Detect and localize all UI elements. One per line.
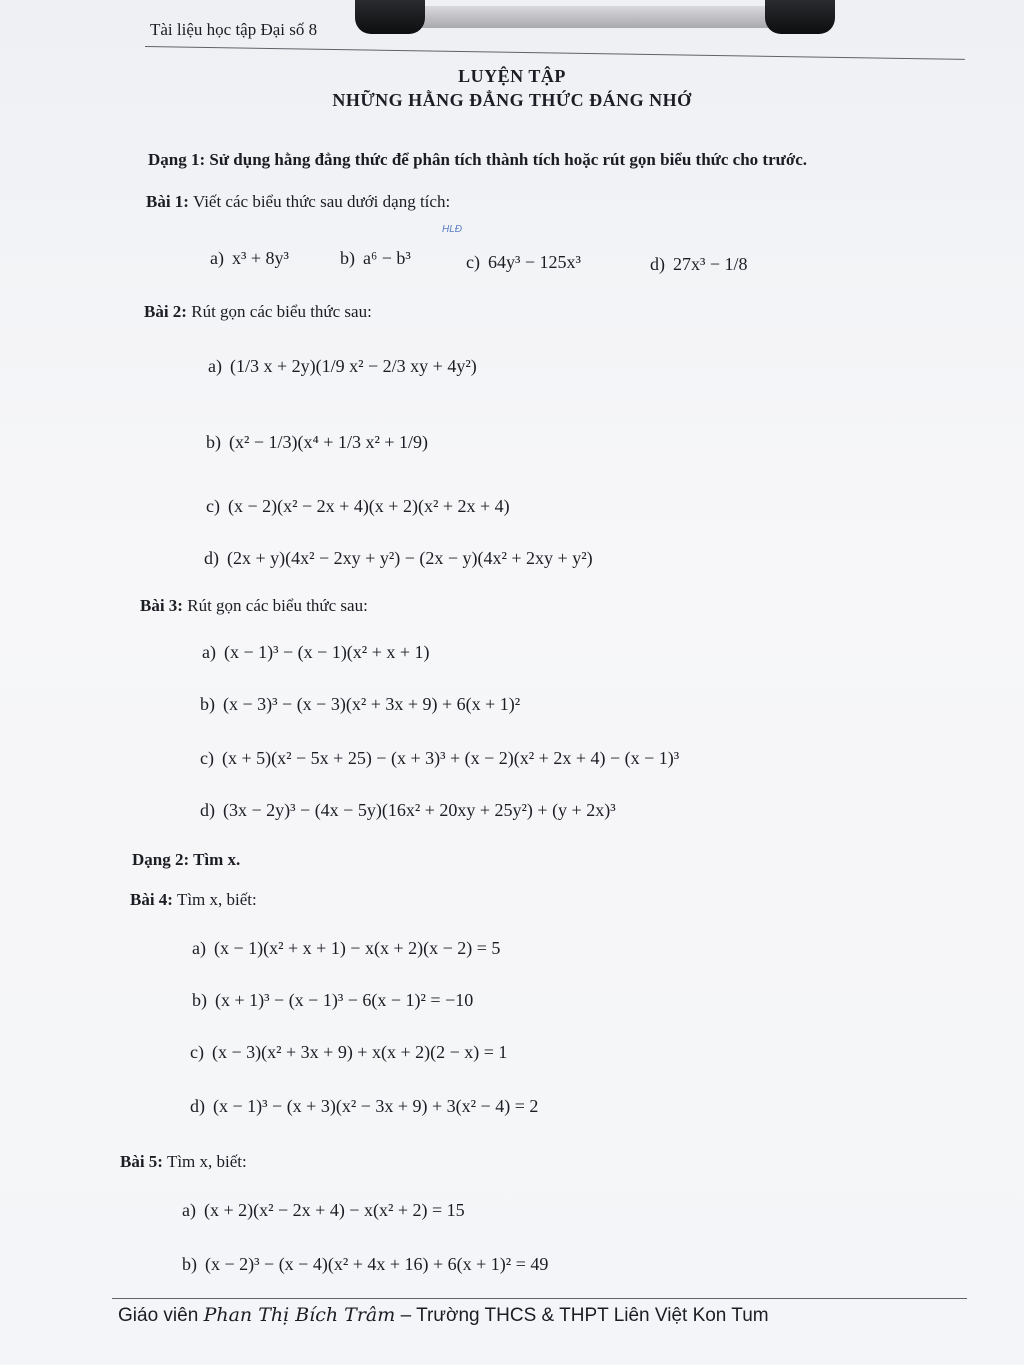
item-label: b) — [206, 432, 221, 452]
header-rule — [145, 46, 965, 60]
item-label: d) — [190, 1096, 205, 1116]
bai-4-text: Tìm x, biết: — [176, 890, 257, 909]
item-label: b) — [192, 990, 207, 1010]
item-label: a) — [182, 1200, 196, 1220]
item-expr: 27x³ − 1/8 — [673, 254, 748, 274]
footer — [118, 1304, 769, 1327]
bai-4-item-b — [192, 990, 473, 1011]
item-expr: (x − 1)³ − (x − 1)(x² + x + 1) — [223, 642, 430, 662]
item-expr: (2x + y)(4x² − 2xy + y²) − (2x − y)(4x² + 2xy + y²) — [227, 548, 593, 568]
item-label: d) — [200, 800, 215, 820]
bai-3-item-d — [200, 800, 616, 821]
bai-2-item-c — [206, 496, 510, 517]
item-expr: (3x − 2y)³ − (4x − 5y)(16x² + 20xy + 25y²) + (y + 2x)³ — [223, 800, 616, 820]
bai-5-label: Bài 5: — [120, 1152, 163, 1171]
item-label: d) — [650, 254, 665, 274]
clip-knob-right — [765, 0, 835, 34]
item-expr: (x + 5)(x² − 5x + 25) − (x + 3)³ + (x − 2)(x² + 2x + 4) − (x − 1)³ — [221, 748, 680, 768]
bai-5-item-a — [182, 1200, 465, 1221]
footer-school: – Trường THCS & THPT Liên Việt Kon Tum — [400, 1305, 769, 1326]
bai-3-heading — [140, 596, 368, 616]
bai-2-heading — [144, 302, 372, 322]
footer-prefix: Giáo viên — [118, 1305, 199, 1326]
item-label: a) — [208, 356, 222, 376]
bai-3-item-a — [202, 642, 430, 663]
bai-1-item-b — [340, 248, 411, 269]
item-expr: (1/3 x + 2y)(1/9 x² − 2/3 xy + 4y²) — [229, 356, 477, 376]
item-expr: (x − 2)³ − (x − 4)(x² + 4x + 16) + 6(x + 1)² = 49 — [205, 1254, 549, 1274]
item-expr: a⁶ − b³ — [363, 248, 411, 268]
item-expr: (x − 1)(x² + x + 1) − x(x + 2)(x − 2) = 5 — [213, 938, 501, 958]
item-label: c) — [190, 1042, 204, 1062]
bai-5-heading — [120, 1152, 247, 1172]
bai-3-label: Bài 3: — [140, 596, 183, 615]
item-expr: (x + 2)(x² − 2x + 4) − x(x² + 2) = 15 — [203, 1200, 465, 1220]
bai-4-heading — [130, 890, 257, 910]
title-luyen-tap: LUYỆN TẬP — [458, 66, 566, 86]
bai-1-heading — [146, 192, 450, 212]
bai-3-text: Rút gọn các biểu thức sau: — [187, 596, 368, 615]
item-label: d) — [204, 548, 219, 568]
footer-rule — [112, 1298, 967, 1299]
item-expr: (x − 3)(x² + 3x + 9) + x(x + 2)(2 − x) = 1 — [211, 1042, 508, 1062]
item-expr: (x² − 1/3)(x⁴ + 1/3 x² + 1/9) — [229, 432, 429, 452]
footer-teacher-name: Phan Thị Bích Trâm — [203, 1304, 396, 1326]
bai-2-item-d — [204, 548, 593, 569]
item-expr: (x − 1)³ − (x + 3)(x² − 3x + 9) + 3(x² − 4) = 2 — [213, 1096, 539, 1116]
bai-3-item-c — [200, 748, 679, 769]
bai-4-label: Bài 4: — [130, 890, 173, 909]
handwritten-note: HLĐ — [442, 224, 463, 235]
title-hang-dang-thuc: NHỮNG HẰNG ĐẲNG THỨC ĐÁNG NHỚ — [332, 90, 692, 110]
item-label: c) — [206, 496, 220, 516]
bai-2-label: Bài 2: — [144, 302, 187, 321]
bai-1-item-d — [650, 254, 748, 275]
item-label: b) — [340, 248, 355, 268]
item-expr: (x − 3)³ − (x − 3)(x² + 3x + 9) + 6(x + 1)² — [223, 694, 521, 714]
item-label: b) — [182, 1254, 197, 1274]
bai-5-item-b — [182, 1254, 548, 1275]
bai-1-item-c — [466, 252, 581, 273]
item-label: a) — [192, 938, 206, 958]
item-label: a) — [202, 642, 216, 662]
clip-bar — [395, 6, 795, 28]
bai-2-item-a — [208, 356, 477, 377]
bai-1-text: Viết các biểu thức sau dưới dạng tích: — [192, 192, 451, 211]
item-expr: (x + 1)³ − (x − 1)³ − 6(x − 1)² = −10 — [215, 990, 474, 1010]
bai-2-text: Rút gọn các biểu thức sau: — [191, 302, 372, 321]
bai-1-item-a — [210, 248, 289, 269]
item-label: c) — [466, 252, 480, 272]
item-label: a) — [210, 248, 224, 268]
binder-clip — [355, 0, 835, 38]
bai-5-text: Tìm x, biết: — [166, 1152, 247, 1171]
item-expr: 64y³ − 125x³ — [487, 252, 581, 272]
bai-4-item-c — [190, 1042, 507, 1063]
item-label: c) — [200, 748, 214, 768]
clip-knob-left — [355, 0, 425, 34]
bai-1-label: Bài 1: — [146, 192, 189, 211]
item-expr: x³ + 8y³ — [231, 248, 289, 268]
bai-4-item-a — [192, 938, 500, 959]
bai-2-item-b — [206, 432, 428, 453]
item-expr: (x − 2)(x² − 2x + 4)(x + 2)(x² + 2x + 4) — [227, 496, 510, 516]
bai-4-item-d — [190, 1096, 538, 1117]
dang-1-heading: Dạng 1: Sử dụng hằng đẳng thức để phân tích thành tích hoặc rút gọn biểu thức cho trước. — [148, 150, 808, 169]
header-text: Tài liệu học tập Đại số 8 — [150, 20, 318, 39]
dang-2-heading: Dạng 2: Tìm x. — [132, 850, 241, 869]
item-label: b) — [200, 694, 215, 714]
bai-3-item-b — [200, 694, 520, 715]
